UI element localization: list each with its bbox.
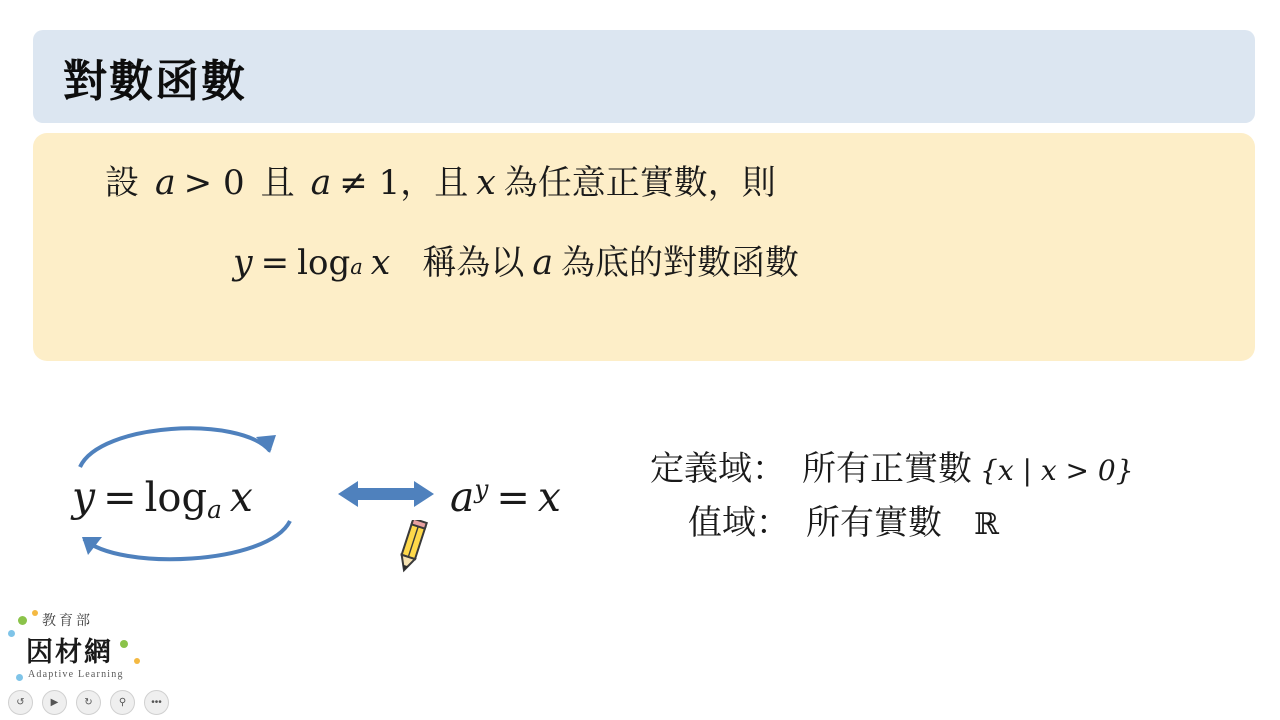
equiv-right-x: x (537, 473, 561, 521)
play-button[interactable]: ▶ (42, 690, 67, 715)
definition-note-tail: 為底的對數函數 (561, 242, 800, 283)
inequality-gt: > 0 (183, 163, 245, 203)
range-label: 值域： (688, 503, 790, 544)
logo-dot-5 (134, 658, 140, 664)
domain-value: 所有正實數 (802, 449, 972, 489)
logo-main-text: 因材網 (26, 637, 113, 668)
equiv-left-y: y (72, 473, 96, 521)
definition-prefix: 設 (105, 163, 139, 203)
domain-label: 定義域： (650, 449, 786, 489)
definition-note-base: a (532, 242, 554, 283)
conjunction-and: 且 (260, 163, 295, 203)
exponential-form-formula (450, 473, 561, 521)
equiv-left-arg: x (229, 473, 253, 521)
logo-top-text: 教育部 (42, 613, 93, 629)
page-title: 對數函數 (63, 55, 247, 107)
definition-tail: 為任意正實數，則 (503, 163, 776, 203)
properties-block (650, 442, 1230, 551)
organization-logo (8, 610, 158, 690)
formula-log: log (297, 242, 351, 283)
inequality-neq: ≠ 1 (339, 163, 401, 203)
curved-arrow-top-icon (70, 415, 300, 475)
range-value: 所有實數 (806, 503, 942, 544)
range-row (688, 496, 1230, 550)
equiv-right-exponent: y (474, 474, 489, 504)
more-button[interactable]: ••• (144, 690, 169, 715)
definition-line-1 (105, 163, 1215, 205)
zoom-button[interactable]: ⚲ (110, 690, 135, 715)
variable-x: x (476, 163, 496, 203)
formula-argument: x (370, 242, 391, 283)
slide-title-bar (33, 30, 1255, 123)
definition-line-2 (233, 235, 1215, 284)
equiv-left-log: log (144, 475, 208, 521)
logo-dot-3 (8, 630, 15, 637)
definition-comma: ，且 (400, 163, 469, 203)
variable-a-2: a (310, 163, 332, 203)
logo-dot-6 (16, 674, 23, 681)
logo-dot-4 (120, 640, 128, 648)
rewind-button[interactable]: ↺ (8, 690, 33, 715)
equiv-left-base: a (207, 494, 222, 524)
equiv-right-a: a (450, 473, 475, 521)
player-controls[interactable] (8, 690, 169, 715)
equiv-left-equals: = (103, 475, 137, 521)
definition-panel (33, 133, 1255, 361)
formula-log-base: a (350, 253, 363, 279)
formula-y: y (233, 242, 253, 283)
logarithmic-form-formula (72, 473, 253, 524)
definition-note: 稱為以 (422, 242, 525, 283)
variable-a: a (155, 163, 176, 203)
logo-dot-1 (18, 616, 27, 625)
equivalence-diagram (60, 415, 620, 595)
formula-equals: = (260, 242, 290, 283)
logo-sub-text: Adaptive Learning (28, 669, 124, 680)
forward-button[interactable]: ↻ (76, 690, 101, 715)
domain-set-notation: {x | x > 0} (980, 454, 1134, 487)
equiv-right-equals: = (496, 475, 530, 521)
curved-arrow-bottom-icon (68, 515, 308, 575)
range-set-notation: ℝ (974, 507, 999, 543)
logo-dot-2 (32, 610, 38, 616)
domain-row (650, 442, 1230, 496)
double-headed-arrow-icon (338, 477, 434, 511)
pencil-icon (390, 520, 436, 578)
